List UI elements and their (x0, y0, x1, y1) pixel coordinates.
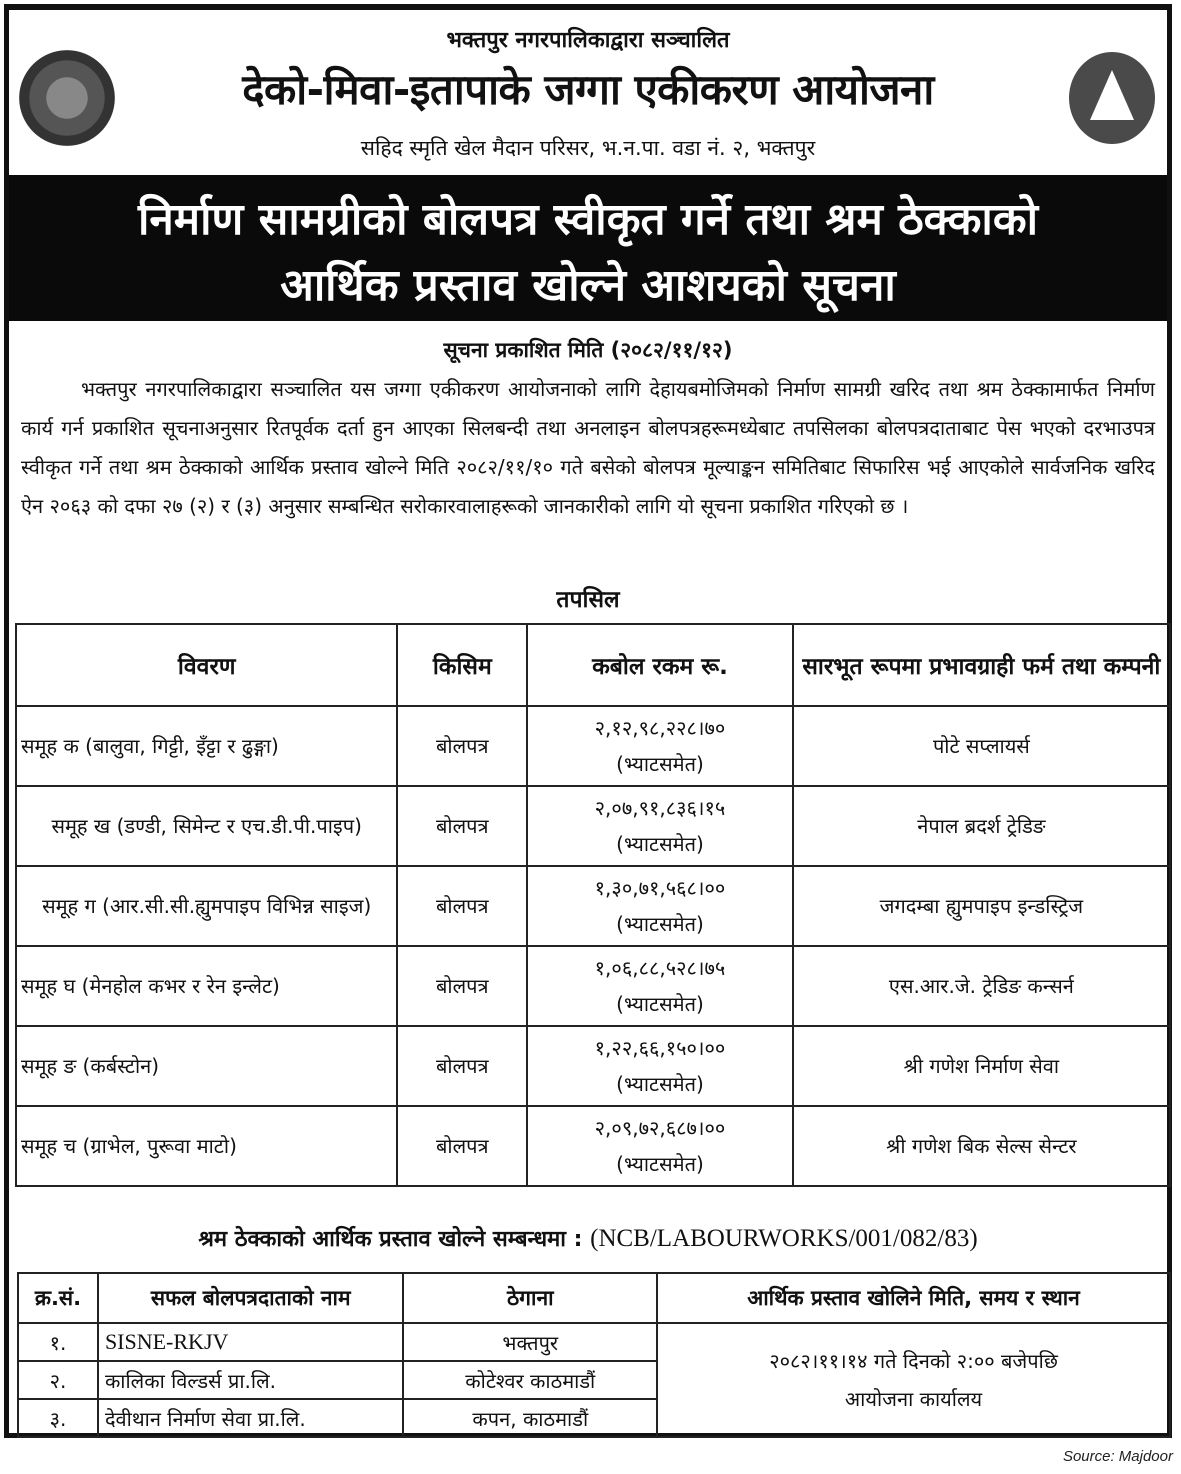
opening-venue: आयोजना कार्यालय (844, 1387, 983, 1411)
cell-amount (527, 946, 793, 1026)
labour-reference-number: (NCB/LABOURWORKS/001/082/83) (590, 1225, 978, 1252)
amount-value: १,०६,८८,५२८।७५ (594, 956, 726, 980)
amount-value: १,२२,६६,१५०।०० (594, 1036, 726, 1060)
notice-frame (4, 4, 1172, 1438)
banner-line-2: आर्थिक प्रस्ताव खोल्ने आशयको सूचना (280, 260, 896, 311)
cell-type: बोलपत्र (397, 866, 527, 946)
cell-type: बोलपत्र (397, 946, 527, 1026)
cell-amount (527, 1026, 793, 1106)
cell-sn: ३. (18, 1399, 98, 1437)
table-row (16, 1106, 1170, 1186)
cell-description: समूह ख (डण्डी, सिमेन्ट र एच.डी.पी.पाइप) (16, 786, 397, 866)
cell-description: समूह च (ग्राभेल, पुरूवा माटो) (16, 1106, 397, 1186)
cell-firm: नेपाल ब्रदर्श ट्रेडिङ (793, 786, 1170, 866)
vat-note: (भ्याटसमेत) (616, 1152, 704, 1176)
cell-opening-details (657, 1323, 1170, 1437)
cell-bidder-name: कालिका विल्डर्स प्रा.लि. (98, 1361, 404, 1399)
column-header-sn: क्र.सं. (18, 1273, 98, 1323)
labour-bidders-table (17, 1272, 1171, 1438)
schedule-heading: तपसिल (556, 587, 620, 613)
cell-amount (527, 866, 793, 946)
cell-sn: २. (18, 1361, 98, 1399)
project-title: देको-मिवा-इतापाके जग्गा एकीकरण आयोजना (242, 65, 934, 114)
cell-type: बोलपत्र (397, 706, 527, 786)
cell-type: बोलपत्र (397, 1106, 527, 1186)
amount-value: २,०९,७२,६८७।०० (594, 1116, 726, 1140)
column-header-amount: कबोल रकम रू. (527, 624, 793, 706)
banner-line-1: निर्माण सामग्रीको बोलपत्र स्वीकृत गर्ने तथा श्रम ठेक्काको (137, 194, 1039, 245)
cell-sn: १. (18, 1323, 98, 1361)
cell-type: बोलपत्र (397, 786, 527, 866)
cell-amount (527, 706, 793, 786)
table-row (18, 1323, 1170, 1361)
vat-note: (भ्याटसमेत) (616, 912, 704, 936)
organization-line: भक्तपुर नगरपालिकाद्वारा सञ्चालित (446, 28, 730, 53)
materials-table (15, 623, 1171, 1187)
table-row (16, 1026, 1170, 1106)
notice-paragraph: भक्तपुर नगरपालिकाद्वारा सञ्चालित यस जग्गा एकीकरण आयोजनाको लागि देहायबमोजिमको निर्माण सामग्री खरिद तथा श्रम ठेक्कामार्फत निर्माण कार्य गर्न प्रकाशित सूचनाअनुसार रितपूर्वक दर्ता हुन आएका सिलबन्दी तथा अनलाइन बोलपत्रहरूमध्येबाट तपसिलका बोलपत्रदाताबाट पेस भएको दरभाउपत्र स्वीकृत गर्ने तथा श्रम ठेक्काको आर्थिक प्रस्ताव खोल्ने मिति २०८२/११/१० गते बसेको बोलपत्र मूल्याङ्कन समितिबाट सिफारिस भई आएकोले सार्वजनिक खरिद ऐन २०६३ को दफा २७ (२) र (३) अनुसार सम्बन्धित सरोकारवालाहरूको जानकारीको लागि यो सूचना प्रकाशित गरिएको छ । (21, 377, 1155, 518)
cell-firm: श्री गणेश बिक सेल्स सेन्टर (793, 1106, 1170, 1186)
source-credit: Source: Majdoor (1062, 1448, 1173, 1465)
column-header-type: किसिम (397, 624, 527, 706)
labour-title-text: श्रम ठेक्काको आर्थिक प्रस्ताव खोल्ने सम्बन्धमा : (198, 1227, 583, 1252)
pagoda-tree-icon (1090, 70, 1134, 120)
cell-bidder-name: SISNE-RKJV (98, 1323, 404, 1361)
cell-address: भक्तपुर (403, 1323, 657, 1361)
vat-note: (भ्याटसमेत) (616, 992, 704, 1016)
table-row (16, 786, 1170, 866)
nepal-government-emblem-icon (19, 50, 115, 146)
cell-bidder-name: देवीथान निर्माण सेवा प्रा.लि. (98, 1399, 404, 1437)
table-row (16, 866, 1170, 946)
cell-firm: जगदम्बा ह्युमपाइप इन्डस्ट्रिज (793, 866, 1170, 946)
cell-firm: श्री गणेश निर्माण सेवा (793, 1026, 1170, 1106)
column-header-description: विवरण (16, 624, 397, 706)
bhaktapur-municipality-logo-icon (1069, 52, 1155, 144)
notice-header (9, 10, 1167, 175)
table-header-row (16, 624, 1170, 706)
cell-type: बोलपत्र (397, 1026, 527, 1106)
cell-description: समूह ग (आर.सी.सी.ह्युमपाइप विभिन्न साइज) (16, 866, 397, 946)
table-row (16, 706, 1170, 786)
amount-value: १,३०,७१,५६८।०० (594, 876, 726, 900)
table-header-row (18, 1273, 1170, 1323)
labour-section-title (9, 1223, 1167, 1253)
cell-description: समूह घ (मेनहोल कभर र रेन इन्लेट) (16, 946, 397, 1026)
column-header-opening-details: आर्थिक प्रस्ताव खोलिने मिति, समय र स्थान (657, 1273, 1170, 1323)
cell-amount (527, 1106, 793, 1186)
amount-value: २,०७,९१,८३६।१५ (594, 796, 726, 820)
vat-note: (भ्याटसमेत) (616, 752, 704, 776)
cell-address: कोटेश्वर काठमाडौं (403, 1361, 657, 1399)
table-row (16, 946, 1170, 1026)
cell-description: समूह क (बालुवा, गिट्टी, इँट्टा र ढुङ्गा) (16, 706, 397, 786)
vat-note: (भ्याटसमेत) (616, 832, 704, 856)
published-date: सूचना प्रकाशित मिति (२०८२/११/१२) (443, 338, 733, 362)
project-address: सहिद स्मृति खेल मैदान परिसर, भ.न.पा. वडा नं. २, भक्तपुर (360, 136, 816, 160)
column-header-bidder-name: सफल बोलपत्रदाताको नाम (98, 1273, 404, 1323)
cell-firm: एस.आर.जे. ट्रेडिङ कन्सर्न (793, 946, 1170, 1026)
cell-amount (527, 786, 793, 866)
vat-note: (भ्याटसमेत) (616, 1072, 704, 1096)
notice-title-banner (9, 175, 1167, 321)
cell-address: कपन, काठमाडौं (403, 1399, 657, 1437)
column-header-firm: सारभूत रूपमा प्रभावग्राही फर्म तथा कम्पनी (793, 624, 1170, 706)
cell-firm: पोटे सप्लायर्स (793, 706, 1170, 786)
amount-value: २,१२,९८,२२८।७० (594, 716, 726, 740)
cell-description: समूह ङ (कर्बस्टोन) (16, 1026, 397, 1106)
column-header-address: ठेगाना (403, 1273, 657, 1323)
opening-date-time: २०८२।११।१४ गते दिनको २:०० बजेपछि (769, 1349, 1058, 1373)
